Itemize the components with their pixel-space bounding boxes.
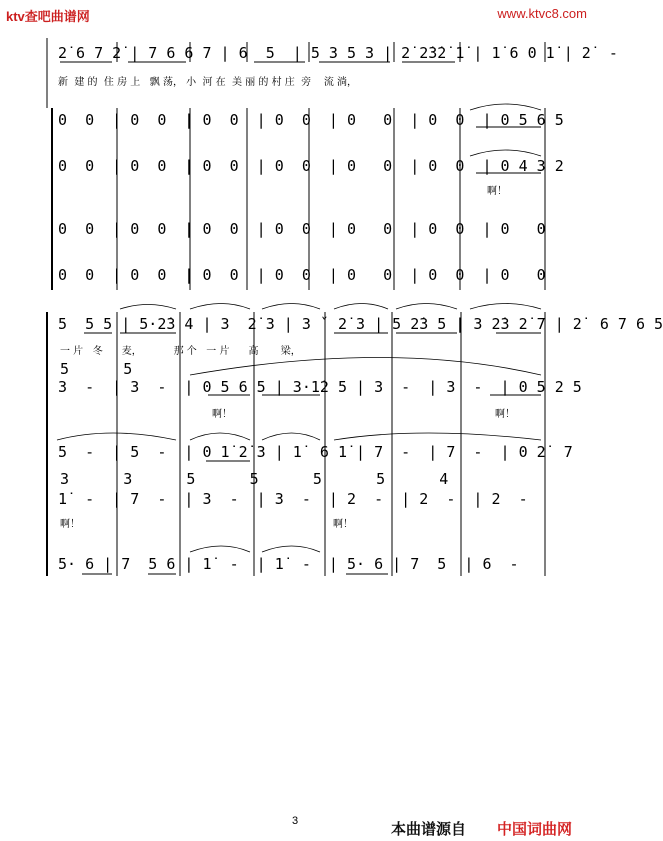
system2-part4-lyric-b: 啊！ [333, 519, 353, 530]
system2-lyrics: 一 片 冬 麦， 那 个 一 片 高 梁， [60, 346, 301, 357]
system2-part5: 5· 6 | 7 5 6 | 1̇ - | 1̇ - | 5· 6 | 7 5 | 6 - [58, 555, 519, 573]
system1-part3: 0 0 | 0 0 | 0 0 | 0 0 | 0 0 | 0 0 | 0 4 3 2 [58, 157, 564, 175]
system1-lyrics: 新 建 的 住 房 上 飘 荡， 小 河 在 美 丽 的 村 庄 旁 流 淌， [58, 77, 358, 88]
source-site: 中国词曲网 [497, 821, 573, 838]
system1-part5: 0 0 | 0 0 | 0 0 | 0 0 | 0 0 | 0 0 | 0 0 [58, 266, 546, 284]
system1-part2: 0 0 | 0 0 | 0 0 | 0 0 | 0 0 | 0 0 | 0 5 6 5 [58, 111, 564, 129]
system2-part2-lyric-b: 啊！ [495, 409, 515, 420]
source-label: 本曲谱源自 [391, 821, 467, 838]
system2-part3: 5 - | 5 - | 0 1̇ 2̇ 3 | 1̇ 6 1̇ | 7 - | 7 - | 0 2̇ 7 [58, 443, 573, 461]
system2-part2: 3 - | 3 - | 0 5 6 5 | 3·1̇2 5 | 3 - | 3 - | 0 5 2 5 [58, 378, 582, 396]
page-number: 3 [292, 815, 299, 827]
system2-part4: 1̇ - | 7 - | 3 - | 3 - | 2 - | 2 - | 2 - [58, 490, 528, 508]
system2-part4-chord: 3 3 5 5 5 5 4 [60, 470, 449, 488]
system1-melody: 2̇ 6 7 2̇ | 7 6 6 7 | 6 5 | 5 3 5 3 | 2̇ 2̇3̇2̇ 1̇ | 1̇ 6 0 1̇ | 2̇ - [58, 44, 618, 62]
site-url-right: www.ktvc8.com [497, 6, 587, 21]
system2-part4-lyric-a: 啊！ [60, 519, 80, 530]
system2-melody: 5 5 5 | 5·2̇3 4 | 3 2̇ 3 | 3 ˇ 2̇ 3 | 5 2̇3 5 | 3 2̇3 2̇ 7 | 2̇ 6 7 6 5 [58, 315, 663, 333]
system2-upper-chord: 5 5 [60, 360, 133, 378]
system1-part3-lyric: 啊！ [487, 186, 507, 197]
system2-part2-lyric-a: 啊！ [212, 409, 232, 420]
site-logo-left: ktv查吧曲谱网 [6, 9, 90, 24]
system1-part4: 0 0 | 0 0 | 0 0 | 0 0 | 0 0 | 0 0 | 0 0 [58, 220, 546, 238]
